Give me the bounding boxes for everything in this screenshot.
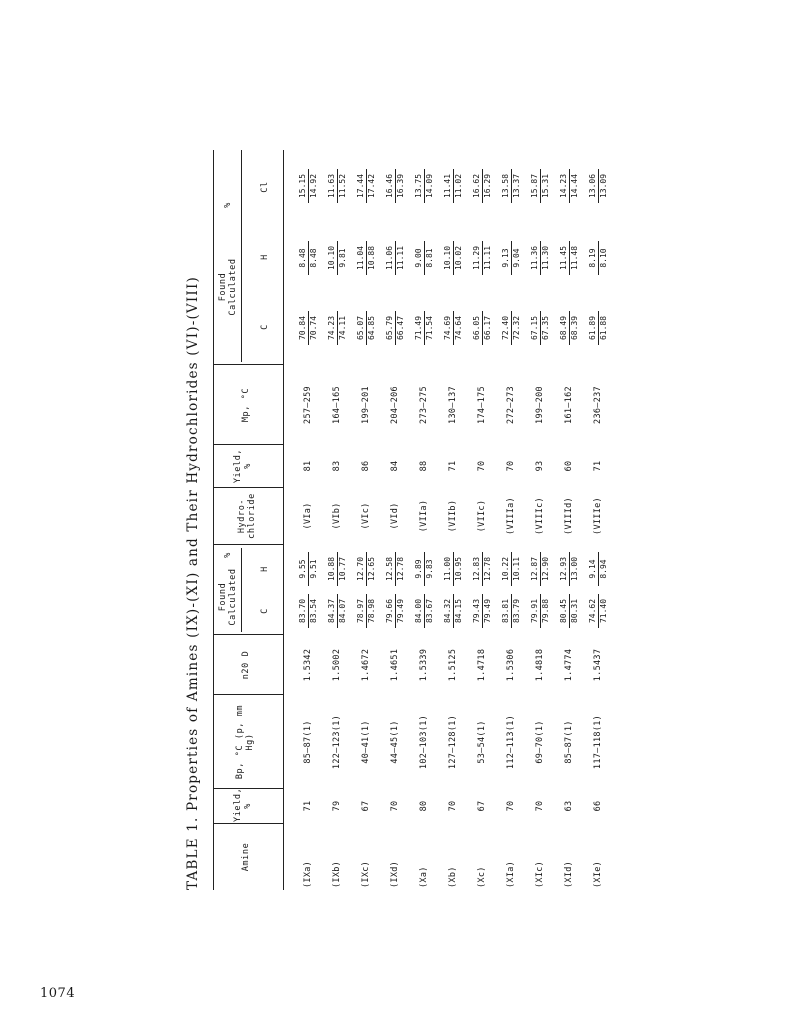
- h-found-calc-found: 12.58: [385, 552, 396, 586]
- yield-value: 71: [303, 800, 313, 812]
- bp-value: 40–41(1): [361, 720, 371, 764]
- h-found-calc-calculated: 8.94: [599, 559, 608, 579]
- amine-label: (IXa): [303, 860, 313, 888]
- yield2-value: 60: [564, 460, 574, 472]
- page-number: 1074: [40, 986, 76, 1001]
- c-found-calc: [298, 594, 319, 628]
- h2-found-calc-calculated: 11.11: [396, 245, 405, 271]
- c2-found-calc: [588, 311, 609, 345]
- hydrochloride-label: (VIIId): [564, 497, 574, 535]
- bp-value: 85–87(1): [564, 720, 574, 764]
- h2-found-calc: [443, 241, 464, 275]
- column-divider: [213, 823, 283, 824]
- cl2-found-calc-calculated: 16.29: [483, 173, 492, 199]
- h2-found-calc: [414, 241, 435, 275]
- c-found-calc-found: 84.32: [443, 594, 454, 628]
- c-found-calc-found: 84.37: [327, 594, 338, 628]
- yield-value: 70: [390, 800, 400, 812]
- cl2-found-calc-calculated: 11.52: [338, 173, 347, 199]
- h-found-calc-found: 11.00: [443, 552, 454, 586]
- table-caption: TABLE 1. Properties of Amines (IX)-(XI) and Their Hydrochlorides (VI)-(VIII): [185, 276, 201, 890]
- h-found-calc: [588, 552, 609, 586]
- c-found-calc-found: 83.81: [501, 594, 512, 628]
- nd-value: 1.4651: [390, 648, 400, 682]
- h-found-calc: [472, 552, 493, 586]
- c2-found-calc-calculated: 68.39: [570, 315, 579, 341]
- mp-value: 236–237: [593, 386, 603, 424]
- h-found-calc-found: 12.83: [472, 552, 483, 586]
- h-found-calc: [298, 552, 319, 586]
- cl2-found-calc-found: 15.15: [298, 169, 309, 203]
- h-found-calc-found: 12.87: [530, 552, 541, 586]
- cl2-found-calc: [298, 169, 319, 203]
- mp-value: 204–206: [390, 386, 400, 424]
- cl2-found-calc-found: 11.41: [443, 169, 454, 203]
- h2-found-calc-found: 8.19: [588, 241, 599, 275]
- header-hydrochloride: Hydro-chloride: [237, 493, 257, 539]
- bp-value: 112–113(1): [506, 714, 516, 770]
- column-divider: [213, 444, 283, 445]
- c2-found-calc-calculated: 61.88: [599, 315, 608, 341]
- nd-value: 1.4818: [535, 648, 545, 682]
- h2-found-calc-found: 11.45: [559, 241, 570, 275]
- h-found-calc-found: 12.93: [559, 552, 570, 586]
- h-found-calc: [559, 552, 580, 586]
- c2-found-calc-calculated: 67.35: [541, 315, 550, 341]
- table-top-rule: [213, 150, 214, 890]
- c2-found-calc-calculated: 74.64: [454, 315, 463, 341]
- cl2-found-calc-found: 14.23: [559, 169, 570, 203]
- column-divider: [213, 364, 283, 365]
- amine-label: (XIc): [535, 860, 545, 888]
- c2-found-calc-found: 68.49: [559, 311, 570, 345]
- c2-found-calc: [559, 311, 580, 345]
- column-divider: [213, 788, 283, 789]
- mp-value: 199–200: [535, 386, 545, 424]
- h2-found-calc-calculated: 11.11: [483, 245, 492, 271]
- h2-found-calc-found: 10.10: [327, 241, 338, 275]
- mp-value: 164–165: [332, 386, 342, 424]
- c-found-calc-calculated: 71.40: [599, 598, 608, 624]
- c2-found-calc-found: 74.69: [443, 311, 454, 345]
- h-found-calc-found: 12.70: [356, 552, 367, 586]
- h-found-calc-calculated: 9.83: [425, 559, 434, 579]
- c-found-calc-found: 79.43: [472, 594, 483, 628]
- header-yield-2: Yield, %: [233, 448, 253, 484]
- c-found-calc: [588, 594, 609, 628]
- h2-found-calc-found: 11.04: [356, 241, 367, 275]
- yield-value: 63: [564, 800, 574, 812]
- header-c: C: [260, 608, 270, 614]
- hydrochloride-label: (VIIc): [477, 499, 487, 533]
- bp-value: 53–54(1): [477, 720, 487, 764]
- found-group-rule: [241, 548, 242, 632]
- cl2-found-calc-calculated: 16.39: [396, 173, 405, 199]
- c-found-calc-found: 80.45: [559, 594, 570, 628]
- bp-value: 127–128(1): [448, 714, 458, 770]
- header-calculated: Calculated: [228, 568, 238, 626]
- yield-value: 66: [593, 800, 603, 812]
- h-found-calc: [385, 552, 406, 586]
- mp-value: 257–259: [303, 386, 313, 424]
- mp-value: 174–175: [477, 386, 487, 424]
- h-found-calc-found: 10.22: [501, 552, 512, 586]
- cl2-found-calc: [356, 169, 377, 203]
- h2-found-calc: [472, 241, 493, 275]
- cl2-found-calc-calculated: 14.44: [570, 173, 579, 199]
- amine-label: (XIa): [506, 860, 516, 888]
- h-found-calc-found: 9.14: [588, 552, 599, 586]
- amine-label: (Xb): [448, 866, 458, 888]
- c-found-calc-found: 79.91: [530, 594, 541, 628]
- c2-found-calc: [385, 311, 406, 345]
- yield-value: 67: [477, 800, 487, 812]
- cl2-found-calc: [443, 169, 464, 203]
- c-found-calc-calculated: 84.15: [454, 598, 463, 624]
- nd-value: 1.5306: [506, 648, 516, 682]
- h2-found-calc-calculated: 10.88: [367, 245, 376, 271]
- h-found-calc: [356, 552, 377, 586]
- bp-value: 117–118(1): [593, 714, 603, 770]
- h-found-calc-calculated: 12.90: [541, 556, 550, 582]
- cl2-found-calc: [327, 169, 348, 203]
- h2-found-calc-calculated: 8.10: [599, 248, 608, 268]
- amine-label: (XId): [564, 860, 574, 888]
- c2-found-calc: [501, 311, 522, 345]
- c2-found-calc-calculated: 71.54: [425, 315, 434, 341]
- cl2-found-calc-found: 16.46: [385, 169, 396, 203]
- cl2-found-calc: [588, 169, 609, 203]
- hydrochloride-label: (VIIIe): [593, 497, 603, 535]
- c-found-calc-calculated: 83.54: [309, 598, 318, 624]
- cl2-found-calc-found: 13.06: [588, 169, 599, 203]
- c-found-calc-calculated: 80.31: [570, 598, 579, 624]
- yield2-value: 84: [390, 460, 400, 472]
- nd-value: 1.4672: [361, 648, 371, 682]
- c2-found-calc: [327, 311, 348, 345]
- c-found-calc: [327, 594, 348, 628]
- amine-label: (IXb): [332, 860, 342, 888]
- h2-found-calc: [385, 241, 406, 275]
- hydrochloride-label: (VIIIc): [535, 497, 545, 535]
- header-yield: Yield, %: [233, 787, 253, 822]
- h2-found-calc-found: 11.29: [472, 241, 483, 275]
- header-bottom-rule: [283, 150, 284, 890]
- amine-label: (Xc): [477, 866, 487, 888]
- yield-value: 70: [448, 800, 458, 812]
- cl2-found-calc: [530, 169, 551, 203]
- mp-value: 199–201: [361, 386, 371, 424]
- h-found-calc-found: 9.55: [298, 552, 309, 586]
- bp-value: 44–45(1): [390, 720, 400, 764]
- mp-value: 272–273: [506, 386, 516, 424]
- header-h: H: [260, 566, 270, 572]
- cl2-found-calc-calculated: 11.02: [454, 173, 463, 199]
- h-found-calc-calculated: 10.95: [454, 556, 463, 582]
- h-found-calc-calculated: 12.65: [367, 556, 376, 582]
- h2-found-calc-calculated: 10.02: [454, 245, 463, 271]
- h-found-calc-calculated: 9.51: [309, 559, 318, 579]
- c-found-calc-found: 78.97: [356, 594, 367, 628]
- c2-found-calc-found: 65.07: [356, 311, 367, 345]
- h2-found-calc-calculated: 9.04: [512, 248, 521, 268]
- cl2-found-calc-calculated: 14.92: [309, 173, 318, 199]
- cl2-found-calc-found: 16.62: [472, 169, 483, 203]
- yield2-value: 71: [448, 460, 458, 472]
- header-c-2: C: [260, 324, 270, 330]
- h-found-calc-calculated: 13.00: [570, 556, 579, 582]
- h2-found-calc-found: 8.48: [298, 241, 309, 275]
- h2-found-calc: [501, 241, 522, 275]
- header-percent: %: [223, 552, 233, 558]
- cl2-found-calc: [559, 169, 580, 203]
- c-found-calc-calculated: 83.79: [512, 598, 521, 624]
- h2-found-calc-found: 11.36: [530, 241, 541, 275]
- cl2-found-calc-calculated: 14.09: [425, 173, 434, 199]
- cl2-found-calc-calculated: 13.09: [599, 173, 608, 199]
- header-bp: Bp, °C (p, mm Hg): [235, 704, 255, 780]
- c-found-calc-calculated: 83.67: [425, 598, 434, 624]
- column-divider: [213, 487, 283, 488]
- c-found-calc-found: 79.66: [385, 594, 396, 628]
- h-found-calc-found: 9.89: [414, 552, 425, 586]
- h2-found-calc-calculated: 11.48: [570, 245, 579, 271]
- cl2-found-calc-calculated: 13.37: [512, 173, 521, 199]
- nd-value: 1.5342: [303, 648, 313, 682]
- c-found-calc-calculated: 84.07: [338, 598, 347, 624]
- cl2-found-calc-calculated: 15.31: [541, 173, 550, 199]
- c-found-calc: [414, 594, 435, 628]
- h2-found-calc-calculated: 8.81: [425, 248, 434, 268]
- c-found-calc: [443, 594, 464, 628]
- c-found-calc-calculated: 78.98: [367, 598, 376, 624]
- cl2-found-calc-found: 13.58: [501, 169, 512, 203]
- c2-found-calc-found: 66.05: [472, 311, 483, 345]
- c-found-calc: [559, 594, 580, 628]
- c2-found-calc-calculated: 70.74: [309, 315, 318, 341]
- cl2-found-calc: [414, 169, 435, 203]
- c2-found-calc-found: 61.89: [588, 311, 599, 345]
- c2-found-calc-calculated: 72.32: [512, 315, 521, 341]
- h-found-calc-calculated: 12.78: [396, 556, 405, 582]
- h2-found-calc: [327, 241, 348, 275]
- header-percent-2: %: [223, 202, 233, 208]
- header-refractive-index: n20 D: [241, 650, 251, 680]
- h2-found-calc: [298, 241, 319, 275]
- c-found-calc-calculated: 79.88: [541, 598, 550, 624]
- header-mp: Mp, °C: [241, 387, 251, 423]
- c2-found-calc-found: 67.15: [530, 311, 541, 345]
- yield-value: 70: [506, 800, 516, 812]
- nd-value: 1.4774: [564, 648, 574, 682]
- yield2-value: 93: [535, 460, 545, 472]
- h2-found-calc-found: 9.00: [414, 241, 425, 275]
- h2-found-calc: [356, 241, 377, 275]
- column-divider: [213, 694, 283, 695]
- c-found-calc: [530, 594, 551, 628]
- h-found-calc: [443, 552, 464, 586]
- c-found-calc-calculated: 79.49: [483, 598, 492, 624]
- h-found-calc: [414, 552, 435, 586]
- c2-found-calc-found: 72.40: [501, 311, 512, 345]
- h2-found-calc-calculated: 8.48: [309, 248, 318, 268]
- yield2-value: 81: [303, 460, 313, 472]
- cl2-found-calc-found: 11.63: [327, 169, 338, 203]
- c2-found-calc-found: 74.23: [327, 311, 338, 345]
- nd-value: 1.4718: [477, 648, 487, 682]
- cl2-found-calc: [501, 169, 522, 203]
- c-found-calc-found: 74.62: [588, 594, 599, 628]
- yield2-value: 88: [419, 460, 429, 472]
- h-found-calc-calculated: 12.78: [483, 556, 492, 582]
- rotated-table-page: [185, 140, 795, 900]
- amine-label: (XIe): [593, 860, 603, 888]
- yield2-value: 86: [361, 460, 371, 472]
- h-found-calc-calculated: 10.77: [338, 556, 347, 582]
- c-found-calc: [356, 594, 377, 628]
- c2-found-calc: [356, 311, 377, 345]
- nd-value: 1.5125: [448, 648, 458, 682]
- header-h-2: H: [260, 254, 270, 260]
- h-found-calc-found: 10.88: [327, 552, 338, 586]
- h2-found-calc-found: 9.13: [501, 241, 512, 275]
- c-found-calc-found: 83.70: [298, 594, 309, 628]
- cl2-found-calc-found: 17.44: [356, 169, 367, 203]
- amine-label: (Xa): [419, 866, 429, 888]
- c2-found-calc-found: 71.49: [414, 311, 425, 345]
- cl2-found-calc-calculated: 17.42: [367, 173, 376, 199]
- c2-found-calc-calculated: 64.85: [367, 315, 376, 341]
- c2-found-calc-calculated: 66.47: [396, 315, 405, 341]
- h2-found-calc: [588, 241, 609, 275]
- header-found-2: Found: [218, 272, 228, 302]
- column-divider: [213, 634, 283, 635]
- c2-found-calc: [298, 311, 319, 345]
- bp-value: 102–103(1): [419, 714, 429, 770]
- c-found-calc: [501, 594, 522, 628]
- header-amine: Amine: [241, 842, 251, 872]
- hydrochloride-label: (VIIa): [419, 499, 429, 533]
- yield-value: 70: [535, 800, 545, 812]
- h2-found-calc-found: 10.10: [443, 241, 454, 275]
- mp-value: 273–275: [419, 386, 429, 424]
- c2-found-calc: [472, 311, 493, 345]
- hydrochloride-label: (VIa): [303, 502, 313, 530]
- c-found-calc-calculated: 79.49: [396, 598, 405, 624]
- mp-value: 161–162: [564, 386, 574, 424]
- found-group-rule: [241, 150, 242, 362]
- c2-found-calc-found: 70.84: [298, 311, 309, 345]
- h-found-calc-calculated: 10.11: [512, 556, 521, 582]
- header-calculated-2: Calculated: [228, 258, 238, 316]
- amine-label: (IXc): [361, 860, 371, 888]
- hydrochloride-label: (VIc): [361, 502, 371, 530]
- bp-value: 85–87(1): [303, 720, 313, 764]
- cl2-found-calc-found: 15.87: [530, 169, 541, 203]
- h2-found-calc-found: 11.06: [385, 241, 396, 275]
- yield2-value: 71: [593, 460, 603, 472]
- c-found-calc: [472, 594, 493, 628]
- yield-value: 79: [332, 800, 342, 812]
- bp-value: 69–70(1): [535, 720, 545, 764]
- h-found-calc: [530, 552, 551, 586]
- h2-found-calc-calculated: 11.30: [541, 245, 550, 271]
- header-found: Found: [218, 582, 228, 612]
- h-found-calc: [501, 552, 522, 586]
- yield2-value: 70: [477, 460, 487, 472]
- c2-found-calc: [443, 311, 464, 345]
- column-divider: [213, 544, 283, 545]
- hydrochloride-label: (VIIb): [448, 499, 458, 533]
- yield-value: 67: [361, 800, 371, 812]
- c-found-calc: [385, 594, 406, 628]
- nd-value: 1.5437: [593, 648, 603, 682]
- c2-found-calc-calculated: 66.17: [483, 315, 492, 341]
- cl2-found-calc-found: 13.75: [414, 169, 425, 203]
- header-cl-2: Cl: [260, 181, 270, 193]
- hydrochloride-label: (VIIIa): [506, 497, 516, 535]
- c2-found-calc-calculated: 74.11: [338, 315, 347, 341]
- cl2-found-calc: [472, 169, 493, 203]
- amine-label: (IXd): [390, 860, 400, 888]
- c2-found-calc: [414, 311, 435, 345]
- hydrochloride-label: (VIb): [332, 502, 342, 530]
- nd-value: 1.5002: [332, 648, 342, 682]
- yield2-value: 83: [332, 460, 342, 472]
- c2-found-calc-found: 65.79: [385, 311, 396, 345]
- yield-value: 80: [419, 800, 429, 812]
- c2-found-calc: [530, 311, 551, 345]
- c-found-calc-found: 84.00: [414, 594, 425, 628]
- h-found-calc: [327, 552, 348, 586]
- nd-value: 1.5339: [419, 648, 429, 682]
- h2-found-calc-calculated: 9.81: [338, 248, 347, 268]
- h2-found-calc: [530, 241, 551, 275]
- hydrochloride-label: (VId): [390, 502, 400, 530]
- h2-found-calc: [559, 241, 580, 275]
- bp-value: 122–123(1): [332, 714, 342, 770]
- mp-value: 130–137: [448, 386, 458, 424]
- cl2-found-calc: [385, 169, 406, 203]
- yield2-value: 70: [506, 460, 516, 472]
